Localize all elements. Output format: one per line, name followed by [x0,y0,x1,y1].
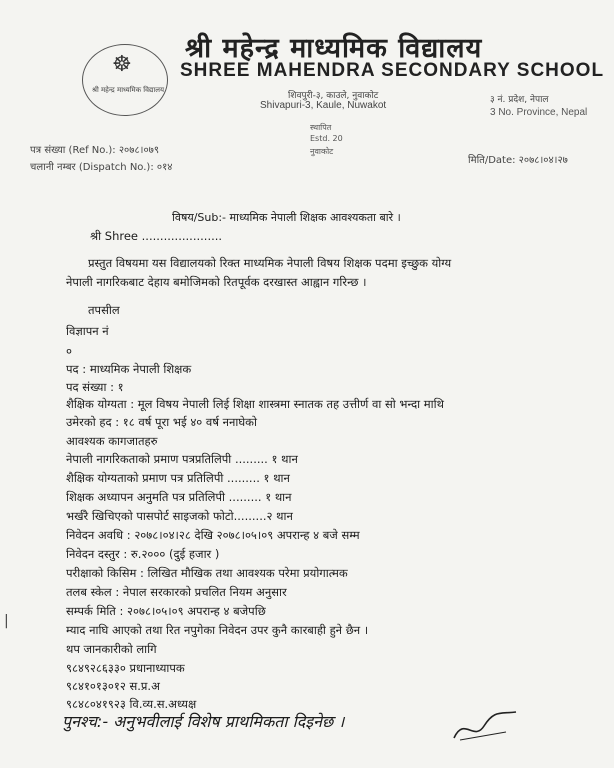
school-name-nepali: श्री महेन्द्र माध्यमिक विद्यालय [185,33,483,64]
contact-item: ९८४९२८६३३० प्रधानाध्यापक [66,661,185,675]
signature [450,706,520,746]
address-english: Shivapuri-3, Kaule, Nuwakot [260,100,387,111]
reference-number: पत्र संख्या (Ref No.): २०७८।०७९ [30,145,160,156]
province-nepali: ३ नं. प्रदेश, नेपाल [490,95,549,105]
margin-mark: | [4,613,9,629]
estd-line-3: नुवाकोट [310,147,334,156]
qualification: शैक्षिक योग्यता : मूल विषय नेपाली लिई शिक्षा शास्त्रमा स्नातक तह उत्तीर्ण वा सो भन्दा माथि [66,397,444,411]
contact-date: सम्पर्क मिति : २०७८।०५।०९ अपरान्ह ४ बजेपछि [66,604,266,618]
details-heading: तपसील [88,303,120,317]
dispatch-number: चलानी नम्बर (Dispatch No.): ०१४ [30,162,173,173]
estd-line-1: स्थापित [310,123,332,132]
info-heading: थप जानकारीको लागि [66,642,157,656]
paragraph-line-2: नेपाली नागरिकबाट देहाय बमोजिमको रितपूर्वक दरखास्त आह्वान गरिन्छ । [66,275,367,289]
paragraph-line-1: प्रस्तुत विषयमा यस विद्यालयको रिक्त माध्यमिक नेपाली विषय शिक्षक पदमा इच्छुक योग्य [88,256,452,270]
contact-item: ९८४१०१३०१२ स.प्र.अ [66,679,160,693]
province-english: 3 No. Province, Nepal [490,107,588,118]
contact-item: ९८४८०४१९२३ वि.व्य.स.अध्यक्ष [66,697,197,711]
document-item: शिक्षक अध्यापन अनुमति पत्र प्रतिलिपी ......... १ थान [66,490,292,504]
salutation: श्री Shree ...................... [90,229,223,243]
salary-scale: तलब स्केल : नेपाल सरकारको प्रचलित नियम अनुसार [66,585,287,599]
age-limit: उमेरको हद : १८ वर्ष पूरा भई ४० वर्ष ननाघेको [66,415,257,429]
document-item: शैक्षिक योग्यताको प्रमाण पत्र प्रतिलिपी ......... १ थान [66,471,290,485]
exam-type: परीक्षाको किसिम : लिखित मौखिक तथा आवश्यक परेमा प्रयोगात्मक [66,566,348,580]
letter-date: मिति/Date: २०७८।०४।२७ [468,155,568,166]
emblem-icon: ☸ [112,52,132,77]
estd-line-2: Estd. 20 [310,134,343,143]
seal-text: श्री महेन्द्र माध्यमिक विद्यालय [92,86,165,94]
documents-heading: आवश्यक कागजातहरु [66,434,158,448]
application-deadline: निवेदन अवधि : २०७८।०४।२८ देखि २०७८।०५।०९ अपरान्ह ४ बजे सम्म [66,528,360,542]
notice-note: म्याद नाघि आएको तथा रित नपुगेका निवेदन उपर कुनै कारबाही हुने छैन । [66,623,369,637]
application-fee: निवेदन दस्तुर : रु.२००० (दुई हजार ) [66,547,220,561]
document-item: भर्खरै खिचिएको पासपोर्ट साइजको फोटो.........२ थान [66,509,293,523]
handwritten-postscript: पुनश्च:- अनुभवीलाई विशेष प्राथमिकता दिइनेछ । [62,712,345,731]
address-nepali: शिवपुरी-३, काउले, नुवाकोट [288,91,379,101]
document-item: नेपाली नागरिकताको प्रमाण पत्रप्रतिलिपी ......... १ थान [66,452,298,466]
post: पद : माध्यमिक नेपाली शिक्षक [66,362,192,376]
post-count: पद संख्या : १ [66,380,124,394]
advertisement-label: विज्ञापन नं [66,324,109,338]
advertisement-value: ० [66,344,72,358]
school-name-english: SHREE MAHENDRA SECONDARY SCHOOL [180,60,605,81]
subject-line: विषय/Sub:- माध्यमिक नेपाली शिक्षक आवश्यकता बारे । [172,211,401,224]
